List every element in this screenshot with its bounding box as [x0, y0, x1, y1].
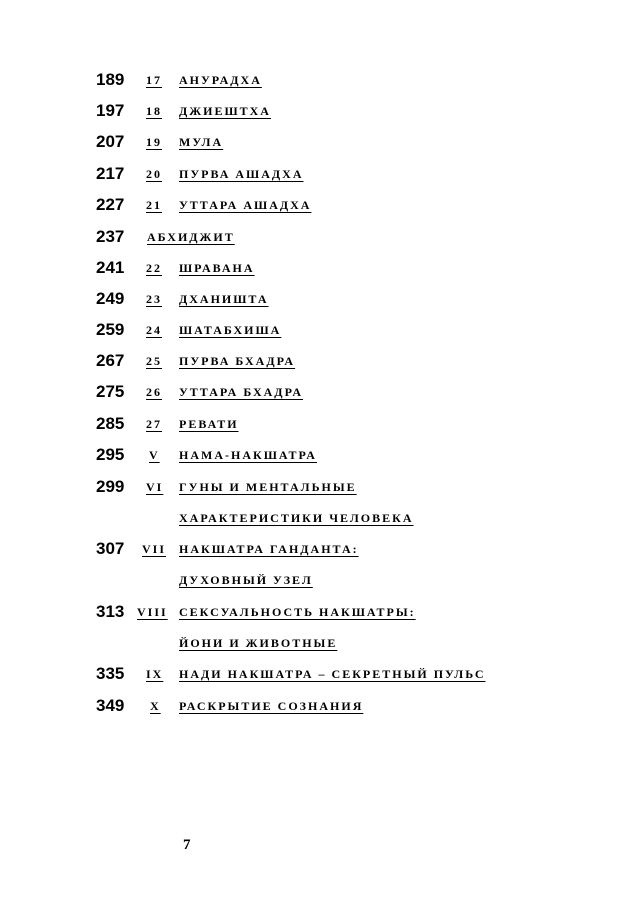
toc-page-number: 259: [96, 320, 125, 339]
toc-page-number: 227: [96, 195, 125, 214]
toc-entry[interactable]: [0, 193, 617, 219]
toc-page-number: 307: [96, 539, 125, 558]
toc-page-number: 313: [96, 602, 125, 621]
toc-chapter-title[interactable]: ПУРВА АШАДХА: [179, 167, 304, 181]
toc-chapter-title[interactable]: АБХИДЖИТ: [147, 230, 235, 244]
toc-entry[interactable]: [0, 256, 617, 282]
toc-entry[interactable]: [0, 318, 617, 344]
toc-chapter-number: 26: [146, 385, 162, 399]
toc-entry[interactable]: [0, 694, 617, 720]
toc-entry[interactable]: [0, 130, 617, 156]
toc-entry[interactable]: [0, 380, 617, 406]
toc-part-number: VIII: [137, 605, 168, 619]
toc-part-number: IX: [146, 667, 164, 681]
toc-entry[interactable]: [0, 600, 617, 626]
toc-chapter-number: 17: [146, 73, 162, 87]
toc-entry-continuation[interactable]: [0, 506, 617, 532]
toc-page-number: 267: [96, 351, 125, 370]
toc-entry[interactable]: [0, 162, 617, 188]
toc-part-number: VI: [146, 480, 164, 494]
toc-entry-continuation[interactable]: [0, 631, 617, 657]
toc-page-number: 299: [96, 477, 125, 496]
toc-chapter-title[interactable]: ПУРВА БХАДРА: [179, 354, 296, 368]
toc-chapter-title[interactable]: ДХАНИШТА: [179, 292, 269, 306]
toc-entry-continuation[interactable]: [0, 568, 617, 594]
toc-entry[interactable]: [0, 287, 617, 313]
toc-chapter-title-cont[interactable]: ДУХОВНЫЙ УЗЕЛ: [179, 573, 313, 587]
toc-page-number: 237: [96, 227, 125, 246]
toc-chapter-title[interactable]: УТТАРА АШАДХА: [179, 198, 312, 212]
toc-chapter-title[interactable]: РЕВАТИ: [179, 417, 239, 431]
toc-page-number: 207: [96, 132, 125, 151]
toc-entry[interactable]: [0, 349, 617, 375]
toc-entry[interactable]: [0, 443, 617, 469]
toc-entry[interactable]: [0, 537, 617, 563]
toc-chapter-title[interactable]: РАСКРЫТИЕ СОЗНАНИЯ: [179, 699, 364, 713]
toc-page-number: 285: [96, 414, 125, 433]
toc-chapter-title[interactable]: ШРАВАНА: [179, 261, 255, 275]
toc-chapter-title-cont[interactable]: ХАРАКТЕРИСТИКИ ЧЕЛОВЕКА: [179, 511, 414, 525]
toc-chapter-title[interactable]: НАДИ НАКШАТРА – СЕКРЕТНЫЙ ПУЛЬС: [179, 667, 486, 681]
toc-chapter-number: 27: [146, 417, 162, 431]
toc-chapter-number: 20: [146, 167, 162, 181]
page-folio-number: 7: [183, 837, 191, 853]
toc-chapter-number: 23: [146, 292, 162, 306]
toc-chapter-title[interactable]: АНУРАДХА: [179, 73, 262, 87]
toc-chapter-title[interactable]: СЕКСУАЛЬНОСТЬ НАКШАТРЫ:: [179, 605, 416, 619]
toc-chapter-title[interactable]: МУЛА: [179, 135, 224, 149]
toc-page-number: 217: [96, 164, 125, 183]
toc-chapter-number: 22: [146, 261, 162, 275]
toc-chapter-title[interactable]: ДЖИЕШТХА: [179, 104, 271, 118]
toc-entry[interactable]: [0, 412, 617, 438]
toc-chapter-title[interactable]: УТТАРА БХАДРА: [179, 385, 304, 399]
toc-part-number: VII: [142, 542, 167, 556]
toc-part-number: V: [149, 448, 160, 462]
toc-page-number: 249: [96, 289, 125, 308]
toc-page-number: 349: [96, 696, 125, 715]
toc-entry[interactable]: [0, 475, 617, 501]
toc-chapter-number: 21: [146, 198, 162, 212]
toc-page-number: 295: [96, 445, 125, 464]
toc-chapter-number: 19: [146, 135, 162, 149]
toc-page-number: 335: [96, 664, 125, 683]
toc-entry[interactable]: [0, 225, 617, 251]
toc-page-number: 275: [96, 382, 125, 401]
toc-chapter-number: 18: [146, 104, 162, 118]
toc-page-number: 241: [96, 258, 125, 277]
toc-chapter-title[interactable]: НАМА-НАКШАТРА: [179, 448, 317, 462]
toc-part-number: X: [150, 699, 161, 713]
toc-chapter-title[interactable]: ШАТАБХИША: [179, 323, 282, 337]
toc-entry[interactable]: [0, 68, 617, 94]
toc-page-number: 197: [96, 101, 125, 120]
toc-chapter-number: 24: [146, 323, 162, 337]
toc-chapter-number: 25: [146, 354, 162, 368]
toc-entry[interactable]: [0, 99, 617, 125]
toc-entry[interactable]: [0, 662, 617, 688]
toc-page-number: 189: [96, 70, 125, 89]
toc-chapter-title[interactable]: ГУНЫ И МЕНТАЛЬНЫЕ: [179, 480, 357, 494]
toc-chapter-title[interactable]: НАКШАТРА ГАНДАНТА:: [179, 542, 359, 556]
toc-chapter-title-cont[interactable]: ЙОНИ И ЖИВОТНЫЕ: [179, 636, 338, 650]
